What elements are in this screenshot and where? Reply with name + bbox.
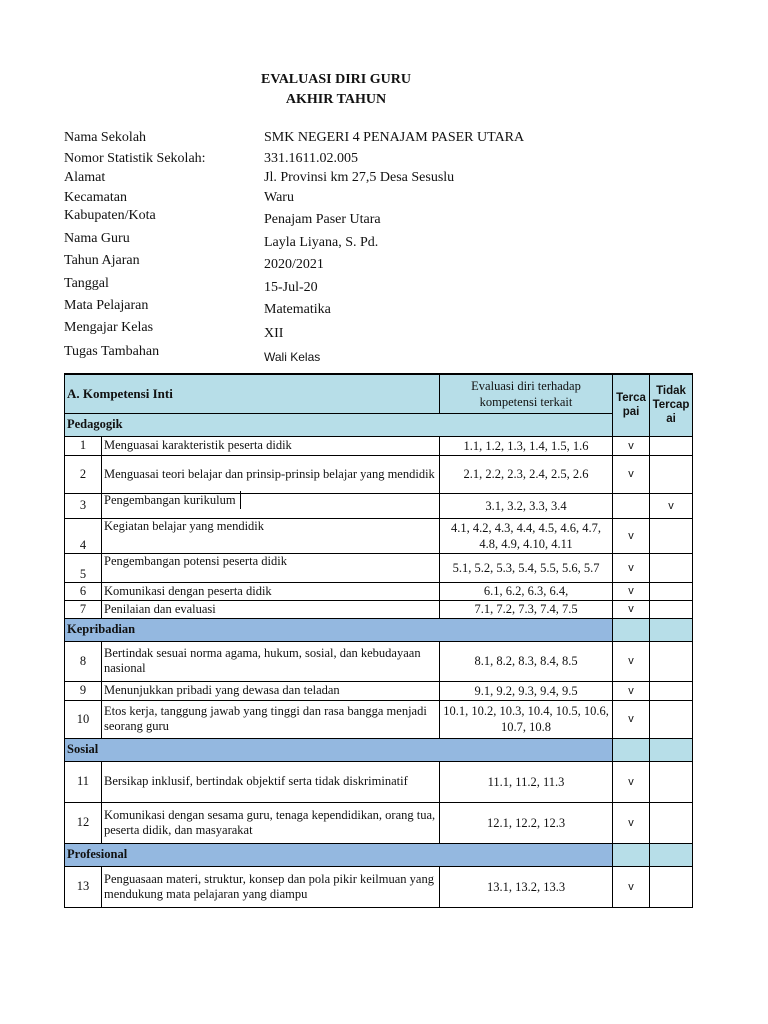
row-achieved: v <box>613 866 650 907</box>
info-label-mengajar-kelas: Mengajar Kelas <box>64 320 154 335</box>
row-evaluation: 12.1, 12.2, 12.3 <box>440 802 613 843</box>
competency-table <box>64 373 693 908</box>
info-label-nomor-statistik: Nomor Statistik Sekolah: <box>64 151 206 166</box>
table-row <box>65 761 693 802</box>
row-description <box>102 493 440 518</box>
info-value-tahun-ajaran: 2020/2021 <box>264 257 324 272</box>
header-evaluasi-line1: Evaluasi diri terhadap <box>471 378 581 393</box>
info-value-nama-guru: Layla Liyana, S. Pd. <box>264 235 379 250</box>
header-tidak-tercapai-line1: Tidak <box>656 385 686 398</box>
group-label-sosial: Sosial <box>65 738 613 761</box>
row-not-achieved <box>650 600 693 618</box>
row-not-achieved <box>650 802 693 843</box>
info-label-tahun-ajaran: Tahun Ajaran <box>64 253 140 268</box>
row-achieved: v <box>613 455 650 493</box>
table-row <box>65 600 693 618</box>
group-cell-not-achieved <box>650 738 693 761</box>
row-not-achieved <box>650 436 693 455</box>
table-row <box>65 455 693 493</box>
row-not-achieved <box>650 518 693 553</box>
header-tercapai <box>613 374 650 436</box>
header-evaluasi <box>440 374 613 413</box>
group-row-profesional <box>65 843 693 866</box>
info-value-kabupaten: Penajam Paser Utara <box>264 212 381 227</box>
group-cell-achieved <box>613 738 650 761</box>
info-label-kabupaten: Kabupaten/Kota <box>64 208 156 223</box>
row-evaluation: 2.1, 2.2, 2.3, 2.4, 2.5, 2.6 <box>440 455 613 493</box>
table-row <box>65 518 693 553</box>
row-achieved: v <box>613 600 650 618</box>
row-description: Komunikasi dengan sesama guru, tenaga kependidikan, orang tua, peserta didik, dan masyarakat <box>102 802 440 843</box>
row-not-achieved: v <box>650 493 693 518</box>
table-row <box>65 802 693 843</box>
table-row <box>65 436 693 455</box>
info-value-mata-pelajaran: Matematika <box>264 302 331 317</box>
header-tercapai-line2: pai <box>622 406 640 419</box>
table-row <box>65 582 693 600</box>
table-row <box>65 641 693 681</box>
row-description: Komunikasi dengan peserta didik <box>102 582 440 600</box>
row-achieved: v <box>613 582 650 600</box>
info-value-kecamatan: Waru <box>264 190 294 205</box>
row-number: 10 <box>65 700 102 738</box>
row-not-achieved <box>650 866 693 907</box>
group-cell-achieved <box>613 618 650 641</box>
group-row-pedagogik <box>65 413 693 436</box>
row-achieved: v <box>613 641 650 681</box>
info-label-tanggal: Tanggal <box>64 276 109 291</box>
row-number: 7 <box>65 600 102 618</box>
row-description: Penilaian dan evaluasi <box>102 600 440 618</box>
row-description: Bertindak sesuai norma agama, hukum, sosial, dan kebudayaan nasional <box>102 641 440 681</box>
title-line-2: AKHIR TAHUN <box>285 92 387 107</box>
row-number: 13 <box>65 866 102 907</box>
info-label-nama-sekolah: Nama Sekolah <box>64 130 147 145</box>
info-label-tugas-tambahan: Tugas Tambahan <box>64 344 160 359</box>
row-achieved: v <box>613 436 650 455</box>
table-row <box>65 493 693 518</box>
row-number: 12 <box>65 802 102 843</box>
row-achieved: v <box>613 553 650 582</box>
row-description: Bersikap inklusif, bertindak objektif serta tidak diskriminatif <box>102 761 440 802</box>
header-evaluasi-line2: kompetensi terkait <box>479 394 573 409</box>
row-not-achieved <box>650 681 693 700</box>
row-achieved: v <box>613 802 650 843</box>
info-value-nomor-statistik: 331.1611.02.005 <box>264 151 358 166</box>
row-description: Menguasai karakteristik peserta didik <box>102 436 440 455</box>
row-description: Kegiatan belajar yang mendidik <box>102 518 440 553</box>
info-value-tugas-tambahan: Wali Kelas <box>264 350 321 364</box>
row-description: Menguasai teori belajar dan prinsip-prinsip belajar yang mendidik <box>102 455 440 493</box>
row-evaluation: 9.1, 9.2, 9.3, 9.4, 9.5 <box>440 681 613 700</box>
info-label-alamat: Alamat <box>64 170 106 185</box>
row-number: 9 <box>65 681 102 700</box>
table-row <box>65 553 693 582</box>
info-value-tanggal: 15-Jul-20 <box>264 280 318 295</box>
table-header-row <box>65 374 693 413</box>
row-evaluation: 11.1, 11.2, 11.3 <box>440 761 613 802</box>
row-evaluation: 6.1, 6.2, 6.3, 6.4, <box>440 582 613 600</box>
row-number: 11 <box>65 761 102 802</box>
header-tidak-tercapai-line3: ai <box>666 413 676 426</box>
row-not-achieved <box>650 455 693 493</box>
row-number: 5 <box>65 553 102 582</box>
group-row-sosial <box>65 738 693 761</box>
title-line-1: EVALUASI DIRI GURU <box>261 72 411 87</box>
row-number: 2 <box>65 455 102 493</box>
header-tidak-tercapai <box>650 374 693 436</box>
row-number: 8 <box>65 641 102 681</box>
info-value-nama-sekolah: SMK NEGERI 4 PENAJAM PASER UTARA <box>264 130 525 145</box>
row-description: Menunjukkan pribadi yang dewasa dan teladan <box>102 681 440 700</box>
table-row <box>65 866 693 907</box>
group-label-kepribadian: Kepribadian <box>65 618 613 641</box>
row-not-achieved <box>650 553 693 582</box>
row-evaluation: 3.1, 3.2, 3.3, 3.4 <box>440 493 613 518</box>
info-value-mengajar-kelas: XII <box>264 326 284 341</box>
row-description-text: Pengembangan kurikulum <box>104 491 241 509</box>
row-achieved: v <box>613 518 650 553</box>
row-evaluation: 8.1, 8.2, 8.3, 8.4, 8.5 <box>440 641 613 681</box>
header-tidak-tercapai-line2: Tercap <box>652 399 690 412</box>
group-row-kepribadian <box>65 618 693 641</box>
row-achieved: v <box>613 681 650 700</box>
row-evaluation: 10.1, 10.2, 10.3, 10.4, 10.5, 10.6, 10.7, 10.8 <box>440 700 613 738</box>
section-title-kompetensi-inti: A. Kompetensi Inti <box>65 374 440 413</box>
row-not-achieved <box>650 700 693 738</box>
row-not-achieved <box>650 761 693 802</box>
row-number: 6 <box>65 582 102 600</box>
group-label-pedagogik: Pedagogik <box>65 413 613 436</box>
row-number: 1 <box>65 436 102 455</box>
info-value-alamat: Jl. Provinsi km 27,5 Desa Sesuslu <box>264 170 455 185</box>
row-description: Pengembangan potensi peserta didik <box>102 553 440 582</box>
row-number: 3 <box>65 493 102 518</box>
row-not-achieved <box>650 582 693 600</box>
table-row <box>65 681 693 700</box>
group-cell-not-achieved <box>650 843 693 866</box>
row-evaluation: 4.1, 4.2, 4.3, 4.4, 4.5, 4.6, 4.7, 4.8, 4.9, 4.10, 4.11 <box>440 518 613 553</box>
group-cell-not-achieved <box>650 618 693 641</box>
row-evaluation: 1.1, 1.2, 1.3, 1.4, 1.5, 1.6 <box>440 436 613 455</box>
info-label-mata-pelajaran: Mata Pelajaran <box>64 298 149 313</box>
header-tercapai-line1: Terca <box>616 392 646 405</box>
table-row <box>65 700 693 738</box>
info-label-nama-guru: Nama Guru <box>64 231 130 246</box>
row-description: Penguasaan materi, struktur, konsep dan pola pikir keilmuan yang mendukung mata pelajaran yang diampu <box>102 866 440 907</box>
row-number: 4 <box>65 518 102 553</box>
info-label-kecamatan: Kecamatan <box>64 190 127 205</box>
row-evaluation: 5.1, 5.2, 5.3, 5.4, 5.5, 5.6, 5.7 <box>440 553 613 582</box>
row-achieved <box>613 493 650 518</box>
row-achieved: v <box>613 700 650 738</box>
row-achieved: v <box>613 761 650 802</box>
row-not-achieved <box>650 641 693 681</box>
group-label-profesional: Profesional <box>65 843 613 866</box>
row-description: Etos kerja, tanggung jawab yang tinggi dan rasa bangga menjadi seorang guru <box>102 700 440 738</box>
row-evaluation: 13.1, 13.2, 13.3 <box>440 866 613 907</box>
row-evaluation: 7.1, 7.2, 7.3, 7.4, 7.5 <box>440 600 613 618</box>
group-cell-achieved <box>613 843 650 866</box>
